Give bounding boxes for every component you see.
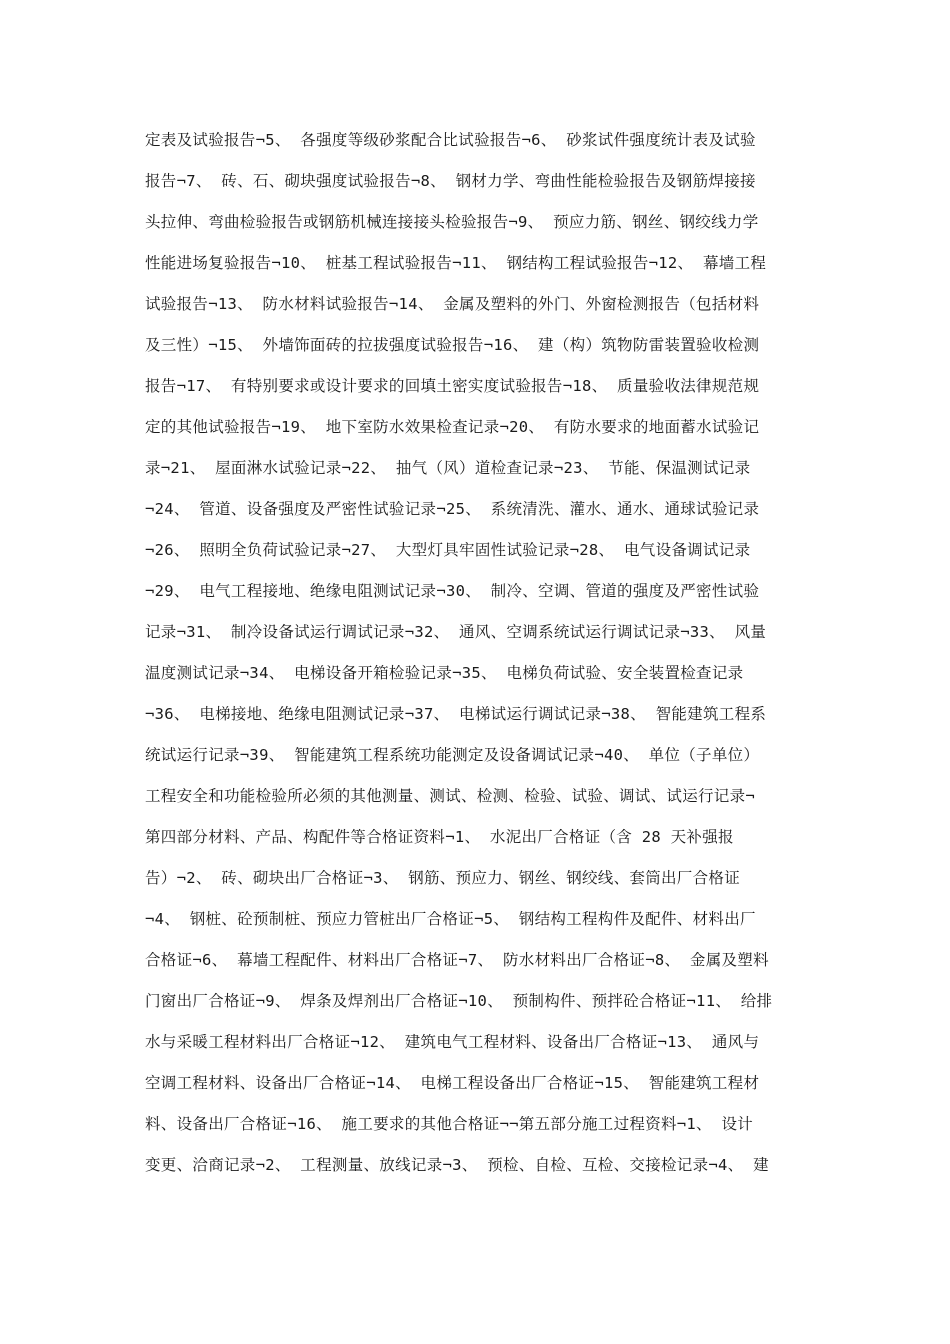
text-line: ¬4、 钢桩、砼预制桩、预应力管桩出厂合格证¬5、 钢结构工程构件及配件、材料出厂 bbox=[145, 910, 756, 928]
text-line: 头拉伸、弯曲检验报告或钢筋机械连接接头检验报告¬9、 预应力筋、钢丝、钢绞线力学 bbox=[145, 213, 759, 231]
text-line: 及三性）¬15、 外墙饰面砖的拉拔强度试验报告¬16、 建（构）筑物防雷装置验收检测 bbox=[145, 336, 760, 354]
text-line: 录¬21、 屋面淋水试验记录¬22、 抽气（风）道检查记录¬23、 节能、保温测试记录 bbox=[145, 459, 751, 477]
text-line: 工程安全和功能检验所必须的其他测量、测试、检测、检验、试验、调试、试运行记录¬ bbox=[145, 787, 756, 805]
text-line: 告）¬2、 砖、砌块出厂合格证¬3、 钢筋、预应力、钢丝、钢绞线、套筒出厂合格证 bbox=[145, 869, 740, 887]
text-line: 报告¬7、 砖、石、砌块强度试验报告¬8、 钢材力学、弯曲性能检验报告及钢筋焊接接 bbox=[145, 172, 756, 190]
text-line: 门窗出厂合格证¬9、 焊条及焊剂出厂合格证¬10、 预制构件、预拌砼合格证¬11、 给排 bbox=[145, 992, 773, 1010]
text-line: 空调工程材料、设备出厂合格证¬14、 电梯工程设备出厂合格证¬15、 智能建筑工程材 bbox=[145, 1074, 760, 1092]
text-line: 料、设备出厂合格证¬16、 施工要求的其他合格证¬¬第五部分施工过程资料¬1、 设计 bbox=[145, 1115, 754, 1133]
text-line: 温度测试记录¬34、 电梯设备开箱检验记录¬35、 电梯负荷试验、安全装置检查记录 bbox=[145, 664, 744, 682]
text-line: ¬24、 管道、设备强度及严密性试验记录¬25、 系统清洗、灌水、通水、通球试验记录 bbox=[145, 500, 760, 518]
body-text bbox=[145, 120, 810, 1186]
text-line: ¬26、 照明全负荷试验记录¬27、 大型灯具牢固性试验记录¬28、 电气设备调试记录 bbox=[145, 541, 751, 559]
text-line: 性能进场复验报告¬10、 桩基工程试验报告¬11、 钢结构工程试验报告¬12、 幕墙工程 bbox=[145, 254, 767, 272]
text-line: 变更、洽商记录¬2、 工程测量、放线记录¬3、 预检、自检、互检、交接检记录¬4、 建 bbox=[145, 1156, 769, 1174]
text-line: 记录¬31、 制冷设备试运行调试记录¬32、 通风、空调系统试运行调试记录¬33、 风量 bbox=[145, 623, 767, 641]
text-line: 报告¬17、 有特别要求或设计要求的回填土密实度试验报告¬18、 质量验收法律规范规 bbox=[145, 377, 760, 395]
text-line: 试验报告¬13、 防水材料试验报告¬14、 金属及塑料的外门、外窗检测报告（包括材料 bbox=[145, 295, 760, 313]
text-line: 水与采暖工程材料出厂合格证¬12、 建筑电气工程材料、设备出厂合格证¬13、 通风与 bbox=[145, 1033, 760, 1051]
text-line: ¬36、 电梯接地、绝缘电阻测试记录¬37、 电梯试运行调试记录¬38、 智能建筑工程系 bbox=[145, 705, 767, 723]
text-line: 定表及试验报告¬5、 各强度等级砂浆配合比试验报告¬6、 砂浆试件强度统计表及试验 bbox=[145, 131, 756, 149]
text-line: ¬29、 电气工程接地、绝缘电阻测试记录¬30、 制冷、空调、管道的强度及严密性试验 bbox=[145, 582, 760, 600]
text-line: 合格证¬6、 幕墙工程配件、材料出厂合格证¬7、 防水材料出厂合格证¬8、 金属及塑料 bbox=[145, 951, 769, 969]
text-line: 定的其他试验报告¬19、 地下室防水效果检查记录¬20、 有防水要求的地面蓄水试验记 bbox=[145, 418, 760, 436]
text-line: 第四部分材料、产品、构配件等合格证资料¬1、 水泥出厂合格证（含 28 天补强报 bbox=[145, 828, 734, 846]
text-line: 统试运行记录¬39、 智能建筑工程系统功能测定及设备调试记录¬40、 单位（子单位） bbox=[145, 746, 760, 764]
